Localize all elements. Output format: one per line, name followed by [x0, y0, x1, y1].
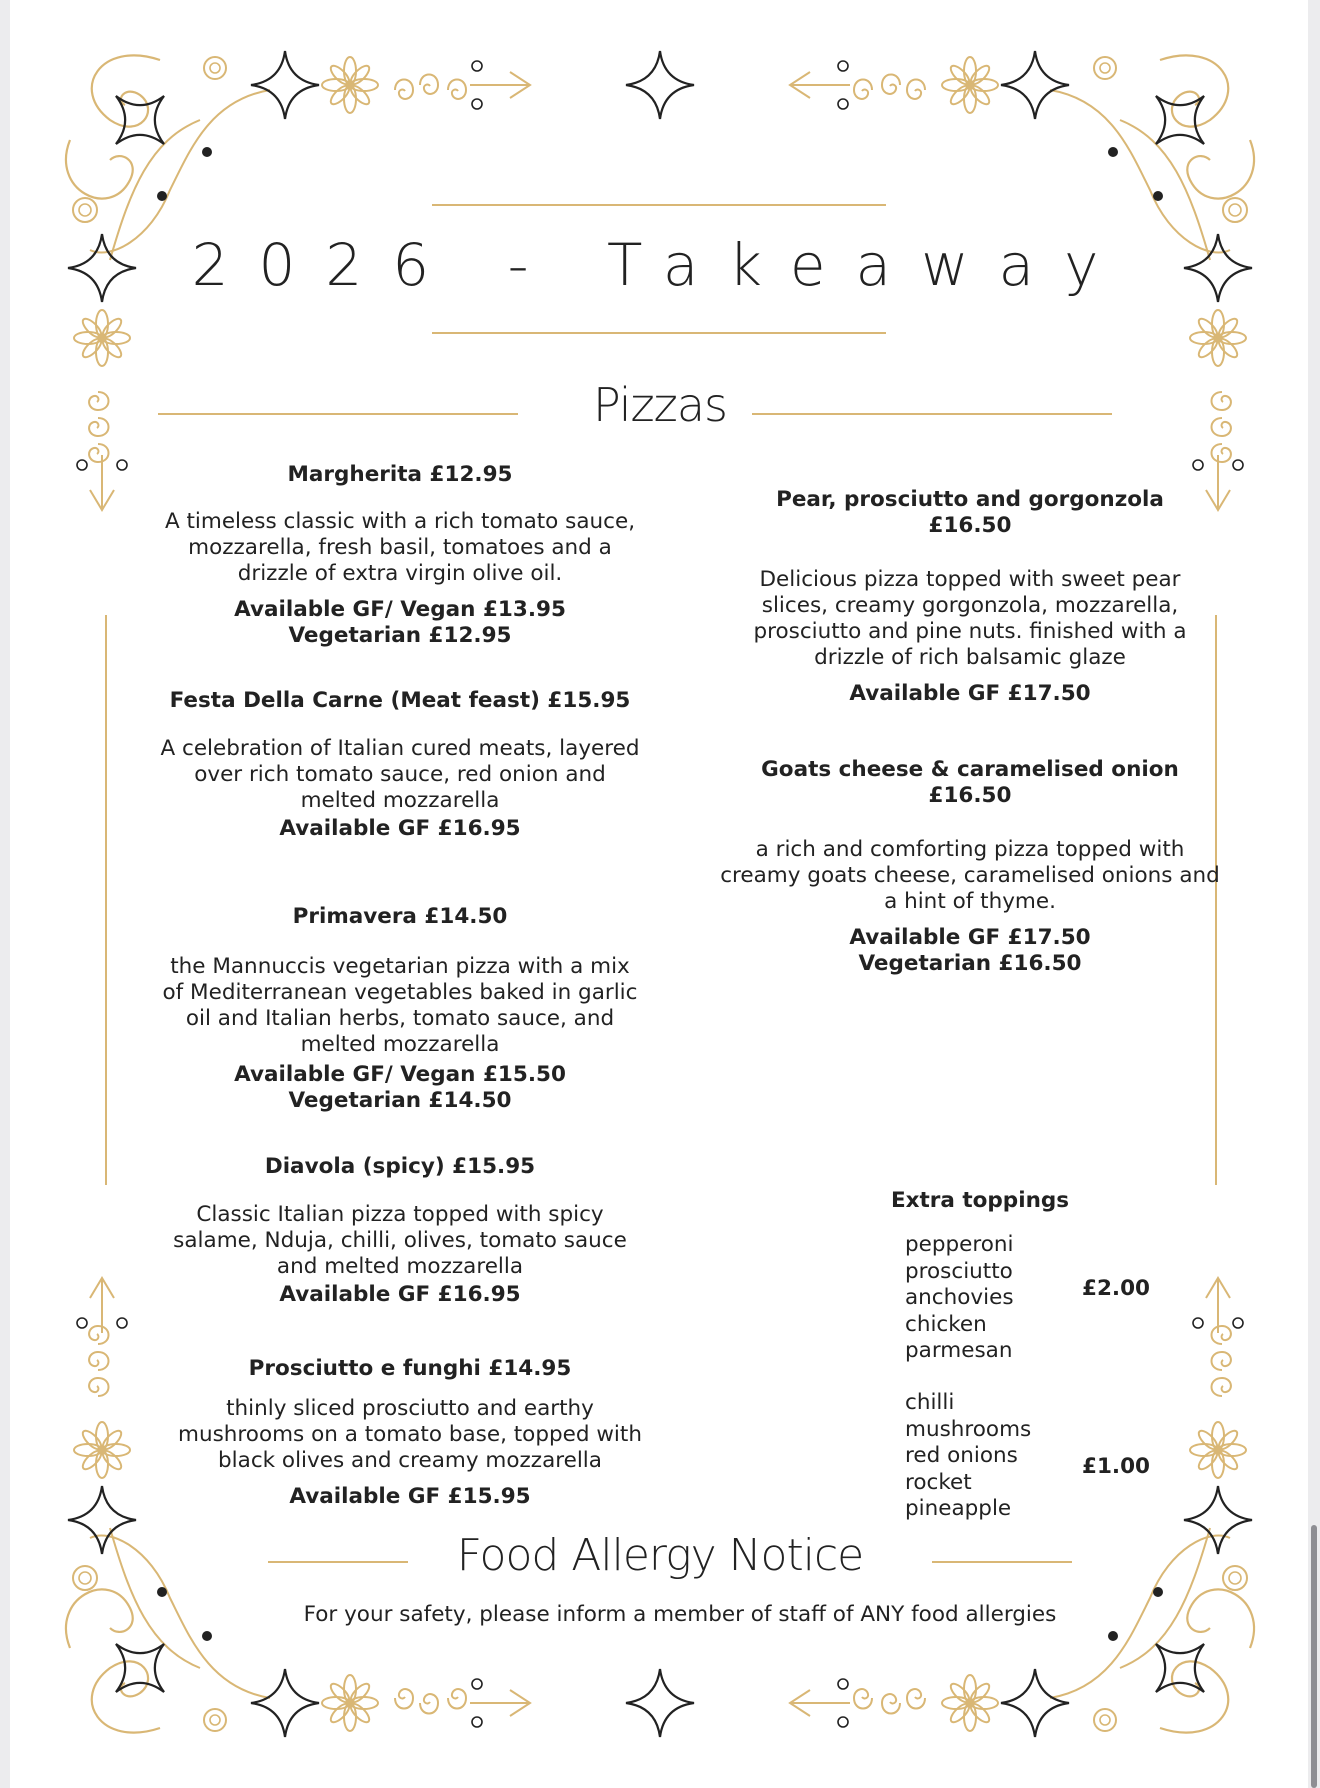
extra-topping: mushrooms [905, 1416, 1032, 1442]
menu-item-primavera [160, 904, 640, 1114]
item-name: Prosciutto e funghi £14.95 [248, 1356, 572, 1381]
extra-topping: pepperoni [905, 1232, 1014, 1257]
item-description: a rich and comforting pizza topped with creamy goats cheese, caramelised onions and a hint of thyme. [720, 837, 1220, 914]
extra-topping: pineapple [905, 1496, 1012, 1521]
extras-group-1 [905, 1232, 1014, 1365]
item-availability: Available GF £16.95 [279, 1282, 521, 1307]
extra-topping: anchovies [905, 1285, 1014, 1310]
extra-topping: rocket [905, 1469, 972, 1495]
menu-item-festa-della-carne [160, 688, 640, 842]
menu-item-margherita [160, 462, 640, 649]
scrollbar[interactable] [1308, 0, 1320, 1788]
allergy-notice-title: Food Allergy Notice [456, 1530, 864, 1581]
item-name: Primavera £14.50 [292, 904, 508, 929]
item-description: A timeless classic with a rich tomato sauce, mozzarella, fresh basil, tomatoes and a drizzle of extra virgin olive oil. [164, 509, 636, 586]
item-availability-2: Vegetarian £12.95 [288, 623, 512, 648]
extra-topping: chilli [905, 1390, 955, 1415]
item-name: Diavola (spicy) £15.95 [264, 1154, 536, 1179]
menu-page [10, 0, 1310, 1788]
menu-item-goats-cheese-caramelised-onion [720, 757, 1220, 977]
item-availability: Available GF £15.95 [289, 1484, 531, 1509]
item-availability-2: Vegetarian £16.50 [858, 951, 1082, 976]
page-title: 2026 - Takeaway [191, 231, 1129, 299]
scrollbar-thumb[interactable] [1311, 1525, 1317, 1788]
item-name: Goats cheese & caramelised onion £16.50 [761, 757, 1179, 808]
item-description: the Mannuccis vegetarian pizza with a mix of Mediterranean vegetables baked in garlic oil and Italian herbs, tomato sauce, and melted mozzarella [162, 954, 638, 1057]
extra-topping: chicken [905, 1311, 987, 1337]
item-availability: Available GF/ Vegan £15.50 [234, 1062, 566, 1087]
extras-group-1-price: £2.00 [1082, 1276, 1151, 1301]
extra-topping: red onions [905, 1443, 1018, 1468]
item-description: thinly sliced prosciutto and earthy mushrooms on a tomato base, topped with black olives and creamy mozzarella [178, 1396, 642, 1473]
allergy-notice-text: For your safety, please inform a member of staff of ANY food allergies [303, 1602, 1057, 1627]
item-availability-2: Vegetarian £14.50 [288, 1088, 512, 1113]
extras-title: Extra toppings [890, 1188, 1070, 1213]
extra-topping: prosciutto [905, 1258, 1013, 1284]
item-name: Pear, prosciutto and gorgonzola £16.50 [776, 487, 1164, 538]
section-title-pizzas: Pizzas [593, 378, 727, 432]
item-name: Margherita £12.95 [287, 462, 513, 487]
item-description: A celebration of Italian cured meats, layered over rich tomato sauce, red onion and melted mozzarella [160, 736, 640, 813]
menu-item-diavola [160, 1154, 640, 1308]
extras-group-2-price: £1.00 [1082, 1454, 1151, 1479]
item-availability: Available GF £17.50 [849, 681, 1091, 706]
item-availability: Available GF £17.50 [849, 925, 1091, 950]
item-description: Delicious pizza topped with sweet pear slices, creamy gorgonzola, mozzarella, prosciutto and pine nuts. finished with a drizzle of rich balsamic glaze [753, 567, 1187, 670]
item-name: Festa Della Carne (Meat feast) £15.95 [169, 688, 631, 713]
item-availability: Available GF/ Vegan £13.95 [234, 597, 566, 622]
menu-item-pear-prosciutto-gorgonzola [740, 487, 1200, 707]
extra-topping: parmesan [905, 1338, 1013, 1363]
extras-group-2 [905, 1390, 1031, 1523]
menu-item-prosciutto-e-funghi [160, 1356, 660, 1510]
item-description: Classic Italian pizza topped with spicy salame, Nduja, chilli, olives, tomato sauce and melted mozzarella [173, 1202, 627, 1279]
item-availability: Available GF £16.95 [279, 816, 521, 841]
